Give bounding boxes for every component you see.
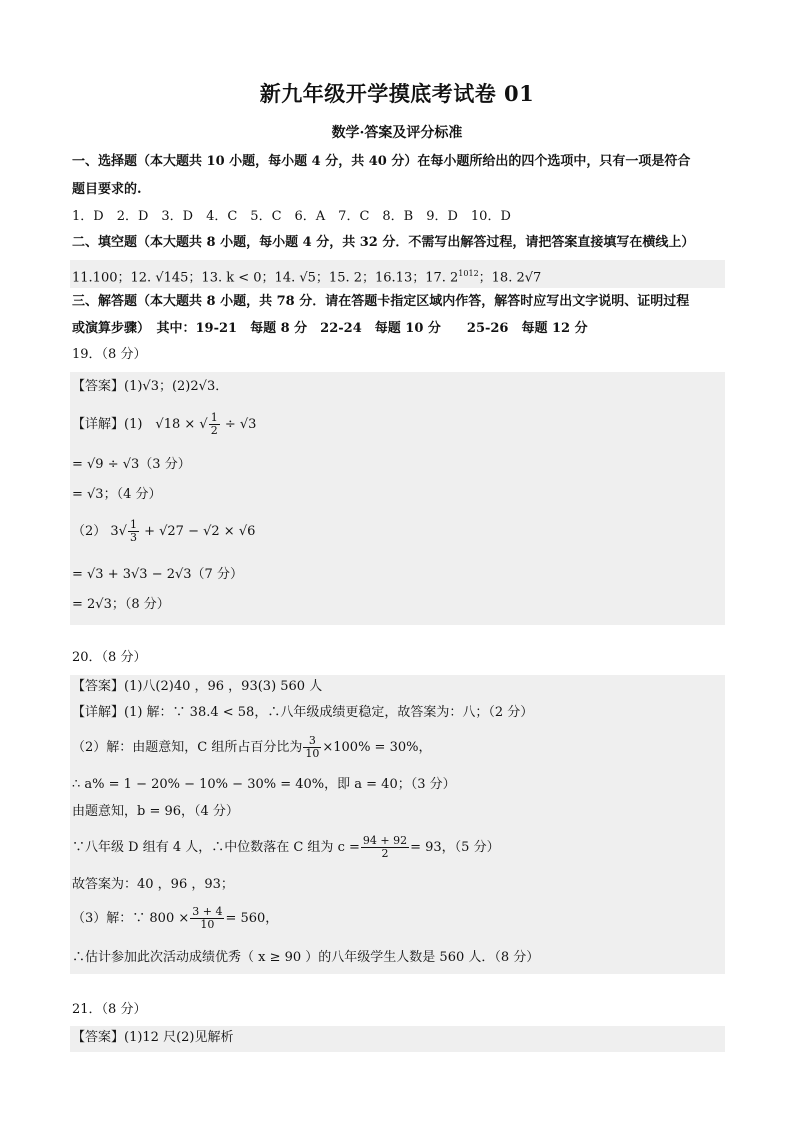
q19-step-4: = 2√3；（8 分）	[72, 597, 170, 612]
section3-heading-line2: 或演算步骤） 其中：19-21 每题 8 分 22-24 每题 10 分 25-26 每题 12 分	[72, 321, 588, 336]
answer-17: 17. 2	[425, 270, 459, 286]
fraction-denominator: 2	[210, 424, 218, 437]
q20-detail2-suffix: ×100% = 30%，	[322, 740, 432, 755]
fraction-denominator: 2	[381, 847, 389, 860]
q20-detail7-suffix: = 560，	[225, 911, 279, 926]
answer-17-exponent: 1012	[458, 269, 479, 278]
section2-heading: 二、填空题（本大题共 8 小题，每小题 4 分，共 32 分．不需写出解答过程，请把答案直接填写在横线上）	[72, 235, 695, 250]
q19-part-2	[72, 517, 724, 547]
q19-answer: 【答案】(1)√3；(2)2√3．	[72, 379, 229, 394]
page-title: 新九年级开学摸底考试卷 01	[259, 81, 535, 106]
section1-heading-line2: 题目要求的.	[72, 182, 142, 197]
page-subtitle: 数学·答案及评分标准	[331, 125, 463, 141]
answer-12-prefix: 12.	[130, 270, 156, 286]
q19-fraction	[209, 412, 220, 437]
fraction-numerator: 1	[129, 518, 137, 531]
q19-label: 19．（8 分）	[72, 347, 147, 362]
q20-detail-5	[72, 833, 724, 863]
q20-detail-4: 由题意知，b = 96，（4 分）	[72, 804, 239, 819]
q20-answer: 【答案】(1)八(2)40 ，96 ，93(3) 560 人	[72, 679, 323, 694]
answer-18: ；18. 2√7	[478, 270, 542, 286]
answer-12-radical: √145	[155, 270, 189, 286]
fraction-denominator: 3	[129, 531, 137, 544]
q20-detail7-prefix: （3）解：∵ 800 ×	[72, 911, 190, 926]
q21-answer: 【答案】(1)12 尺(2)见解析	[72, 1030, 234, 1045]
q21-label: 21．（8 分）	[72, 1002, 147, 1017]
q19-part2-fraction	[128, 519, 139, 544]
q19-step-3: = √3 + 3√3 − 2√3（7 分）	[72, 567, 243, 582]
fraction-numerator: 94 + 92	[362, 834, 408, 847]
answer-14-radical: √5	[299, 270, 316, 286]
q19-detail-suffix: ÷ √3	[220, 417, 257, 432]
q20-label: 20．（8 分）	[72, 650, 147, 665]
q20-detail-7	[72, 904, 724, 934]
q20-detail-8: ∴估计参加此次活动成绩优秀（ x ≥ 90 ）的八年级学生人数是 560 人．（8 分）	[72, 950, 540, 965]
q20-detail-2	[72, 733, 724, 763]
q20-detail-3: ∴ a% = 1 − 20% − 10% − 30% = 40%，即 a = 40；（3 分）	[72, 777, 456, 792]
q20-detail5-fraction	[361, 835, 409, 860]
fraction-denominator: 10	[305, 747, 320, 760]
q20-detail2-fraction	[303, 735, 321, 760]
section1-answers: 1．D 2．D 3．D 4．C 5．C 6．A 7．C 8．B 9．D 10．D	[72, 209, 511, 224]
q19-part2-suffix: + √27 − √2 × √6	[139, 524, 256, 539]
fraction-numerator: 1	[210, 411, 218, 424]
q20-detail5-prefix: ∵八年级 D 组有 4 人，∴中位数落在 C 组为 c =	[72, 840, 360, 855]
answer-13: ；13. k < 0；	[188, 270, 275, 286]
fraction-numerator: 3	[303, 735, 321, 748]
q20-detail5-suffix: = 93，（5 分）	[410, 840, 500, 855]
q19-detail-prefix: 【详解】(1) √18 × √	[72, 417, 208, 432]
q19-part2-prefix: （2） 3√	[72, 524, 127, 539]
q20-detail2-prefix: （2）解：由题意知，C 组所占百分比为	[72, 740, 303, 755]
answer-14-prefix: 14.	[274, 270, 300, 286]
q19-step-1: = √9 ÷ √3（3 分）	[72, 457, 191, 472]
q20-detail-6: 故答案为：40 ，96 ，93；	[72, 877, 234, 892]
q20-detail7-fraction	[190, 906, 224, 931]
fraction-denominator: 10	[200, 918, 215, 931]
fraction-numerator: 3 + 4	[192, 905, 223, 918]
section1-heading-line1: 一、选择题（本大题共 10 小题，每小题 4 分，共 40 分）在每小题所给出的四个选项中，只有一项是符合	[72, 154, 691, 169]
q19-detail-1	[72, 410, 724, 440]
section3-heading-line1: 三、解答题（本大题共 8 小题，共 78 分．请在答题卡指定区域内作答，解答时应写出文字说明、证明过程	[72, 294, 690, 309]
answer-11: 11.100；	[72, 270, 131, 286]
q20-detail-1: 【详解】(1) 解：∵ 38.4 < 58，∴八年级成绩更稳定，故答案为：八；（2 分）	[72, 705, 534, 720]
section2-answers	[72, 264, 724, 288]
q19-step-2: = √3；（4 分）	[72, 487, 162, 502]
answer-15-16: ；15. 2；16.13；	[315, 270, 426, 286]
